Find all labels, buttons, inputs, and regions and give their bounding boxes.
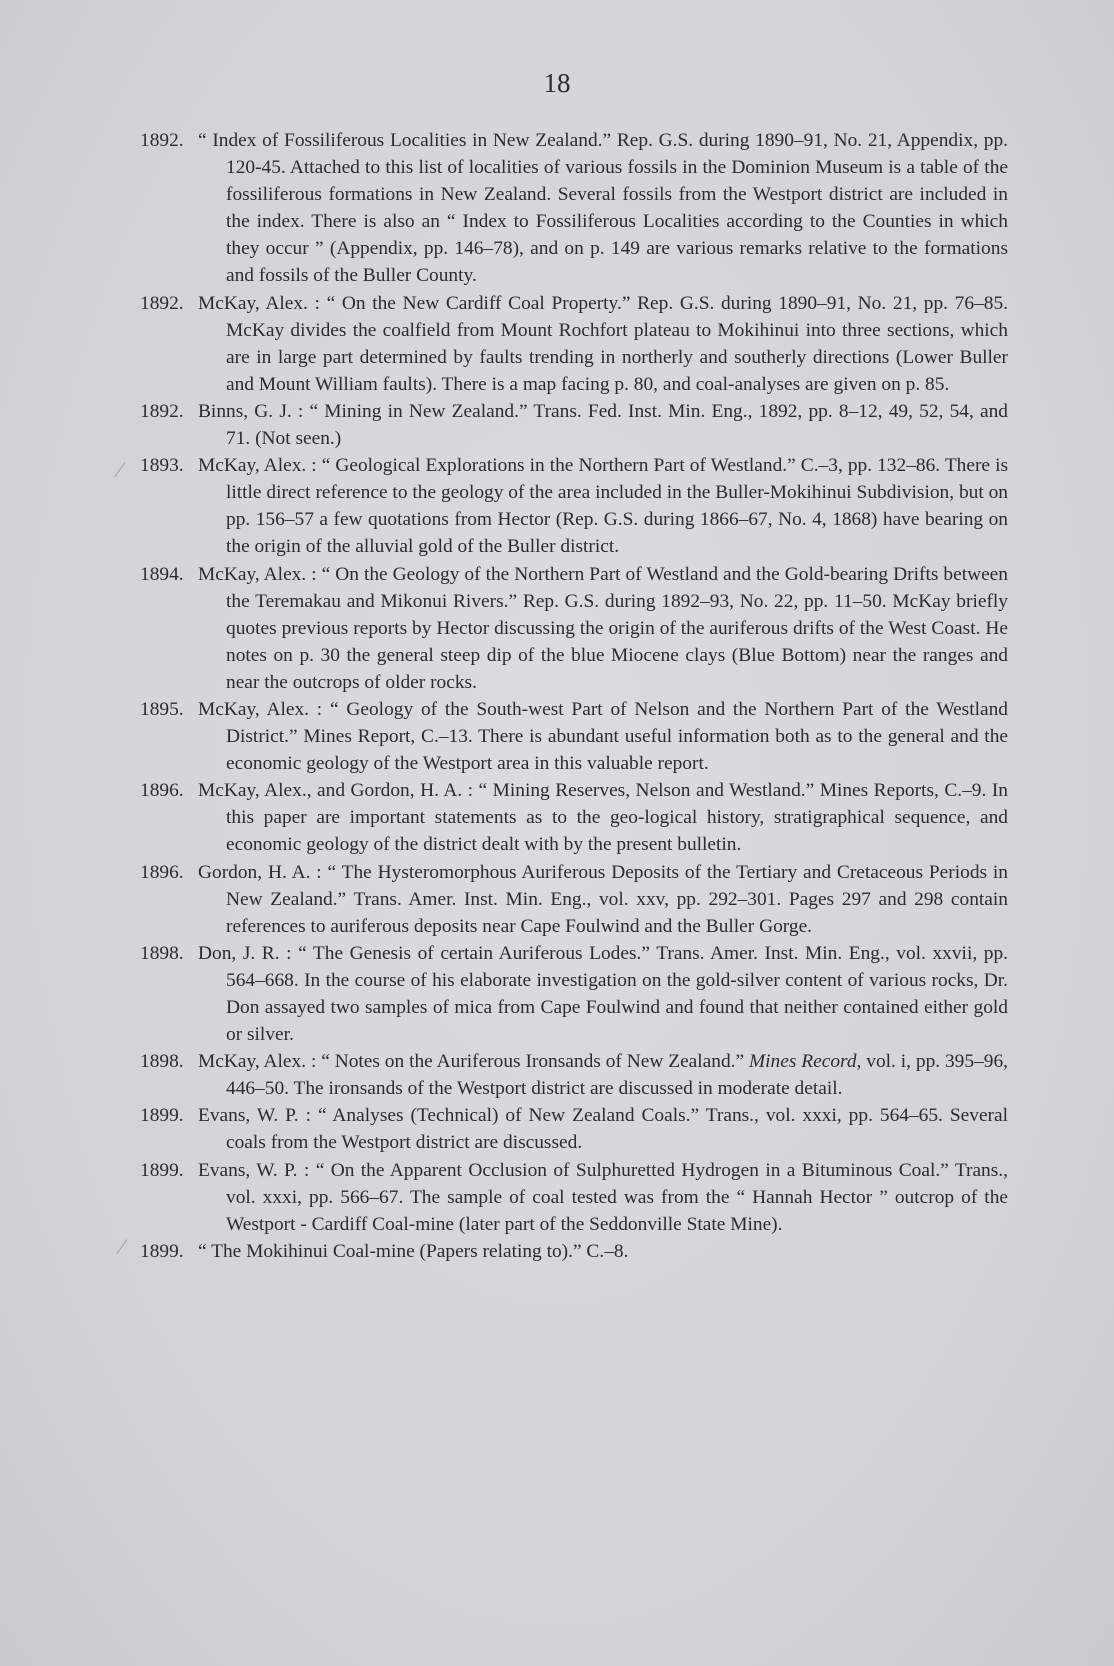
- entry-year: 1899.: [140, 1159, 184, 1181]
- entry-text: McKay, Alex. : “ On the Geology of the Northern Part of Westland and the Gold-bearing Drifts between the Teremakau and Mikonui Rivers.” Rep. G.S. during 1892–93, No. 22, pp. 11–50. McKay briefly quotes previous reports by Hector discussing the origin of the auriferous drifts of the West Coast. He notes on p. 30 the general steep dip of the blue Miocene clays (Blue Bottom) near the ranges and near the outcrops of older rocks.: [198, 563, 1008, 693]
- bibliography-entry: [140, 1157, 1008, 1238]
- bibliography-entry: [140, 777, 1008, 858]
- bibliography-entry: [140, 1102, 1008, 1156]
- entry-text: McKay, Alex. : “ On the New Cardiff Coal Property.” Rep. G.S. during 1890–91, No. 21, pp. 76–85. McKay divides the coalfield from Mount Rochfort plateau to Mokihinui into three sections, which are in large part determined by faults trending in northerly and southerly directions (Lower Buller and Mount William faults). There is a map facing p. 80, and coal-analyses are given on p. 85.: [198, 292, 1008, 395]
- bibliography-entry: [140, 398, 1008, 452]
- entry-text: McKay, Alex. : “ Notes on the Auriferous Ironsands of New Zealand.”: [198, 1051, 749, 1073]
- entry-year: 1899.: [140, 1105, 184, 1127]
- entry-year: 1894.: [140, 563, 184, 585]
- page-number: 18: [543, 68, 571, 98]
- entry-year: 1892.: [140, 292, 184, 314]
- entry-year: 1896.: [140, 780, 184, 802]
- entry-year: 1898.: [140, 1051, 184, 1073]
- entry-year: 1896.: [140, 861, 184, 883]
- entry-text: Evans, W. P. : “ Analyses (Technical) of New Zealand Coals.” Trans., vol. xxxi, pp. 564–65. Several coals from the Westport district are discussed.: [198, 1105, 1008, 1154]
- bibliography-entry: [140, 127, 1008, 290]
- entry-year: 1895.: [140, 698, 184, 720]
- entry-year: 1892.: [140, 400, 184, 422]
- bibliography-entry: [140, 561, 1008, 696]
- entry-journal-title: Mines Record,: [749, 1051, 862, 1073]
- entry-text: Don, J. R. : “ The Genesis of certain Auriferous Lodes.” Trans. Amer. Inst. Min. Eng., vol. xxvii, pp. 564–668. In the course of his elaborate investigation on the gold-silver content of various rocks, Dr. Don assayed two samples of mica from Cape Foulwind and found that neither contained either gold or silver.: [198, 942, 1008, 1046]
- bibliography-entry: [140, 452, 1008, 560]
- entry-text: McKay, Alex. : “ Geology of the South-west Part of Nelson and the Northern Part of the Westland District.” Mines Report, C.–13. There is abundant useful information both as to the general and the economic geology of the Westport area in this valuable report.: [198, 698, 1008, 775]
- bibliography-entry: [140, 1238, 1008, 1265]
- bibliography-entry: [140, 940, 1008, 1048]
- bibliography-entry: [140, 290, 1008, 398]
- entry-text: McKay, Alex. : “ Geological Explorations in the Northern Part of Westland.” C.–3, pp. 132–86. There is little direct reference to the geology of the area included in the Buller-Mokihinui Subdivision, but on pp. 156–57 a few quotations from Hector (Rep. G.S. during 1866–67, No. 4, 1868) have bearing on the origin of the alluvial gold of the Buller district.: [198, 455, 1008, 558]
- bibliography-list: [140, 127, 1008, 1265]
- bibliography-entry: [140, 859, 1008, 940]
- entry-year: 1899.: [140, 1240, 184, 1262]
- entry-text: “ Index of Fossiliferous Localities in New Zealand.” Rep. G.S. during 1890–91, No. 21, Appendix, pp. 120-45. Attached to this list of localities of various fossils in the Dominion Museum is a table of the fossiliferous formations in New Zealand. Several fossils from the Westport district are included in the index. There is also an “ Index to Fossiliferous Localities according to the Counties in which they occur ” (Appendix, pp. 146–78), and on p. 149 are various remarks relative to the formations and fossils of the Buller County.: [198, 130, 1008, 287]
- entry-year: 1898.: [140, 942, 184, 964]
- entry-text: Evans, W. P. : “ On the Apparent Occlusion of Sulphuretted Hydrogen in a Bituminous Coal.” Trans., vol. xxxi, pp. 566–67. The sample of coal tested was from the “ Hannah Hector ” outcrop of the Westport - Cardiff Coal-mine (later part of the Seddonville State Mine).: [198, 1159, 1008, 1235]
- bibliography-entry: [140, 696, 1008, 777]
- entry-year: 1892.: [140, 130, 184, 151]
- entry-year: 1893.: [140, 455, 184, 477]
- bibliography-entry: [140, 1048, 1008, 1102]
- entry-text: vol. i, pp. 395–96, 446–50. The ironsands of the Westport district are discussed in moderate detail.: [226, 1051, 1009, 1100]
- margin-tick-mark: ⁄: [120, 1234, 124, 1259]
- entry-text: “ The Mokihinui Coal-mine (Papers relating to).” C.–8.: [198, 1240, 629, 1262]
- entry-text: Binns, G. J. : “ Mining in New Zealand.” Trans. Fed. Inst. Min. Eng., 1892, pp. 8–12, 49, 52, 54, and 71. (Not seen.): [198, 400, 1008, 450]
- entry-text: Gordon, H. A. : “ The Hysteromorphous Auriferous Deposits of the Tertiary and Cretaceous Periods in New Zealand.” Trans. Amer. Inst. Min. Eng., vol. xxv, pp. 292–301. Pages 297 and 298 contain references to auriferous deposits near Cape Foulwind and the Buller Gorge.: [198, 861, 1008, 937]
- margin-tick-mark: ⁄: [118, 457, 122, 482]
- entry-text: McKay, Alex., and Gordon, H. A. : “ Mining Reserves, Nelson and Westland.” Mines Reports, C.–9. In this paper are important statements as to the geo-logical history, stratigraphical sequence, and economic geology of the district dealt with by the present bulletin.: [198, 780, 1008, 856]
